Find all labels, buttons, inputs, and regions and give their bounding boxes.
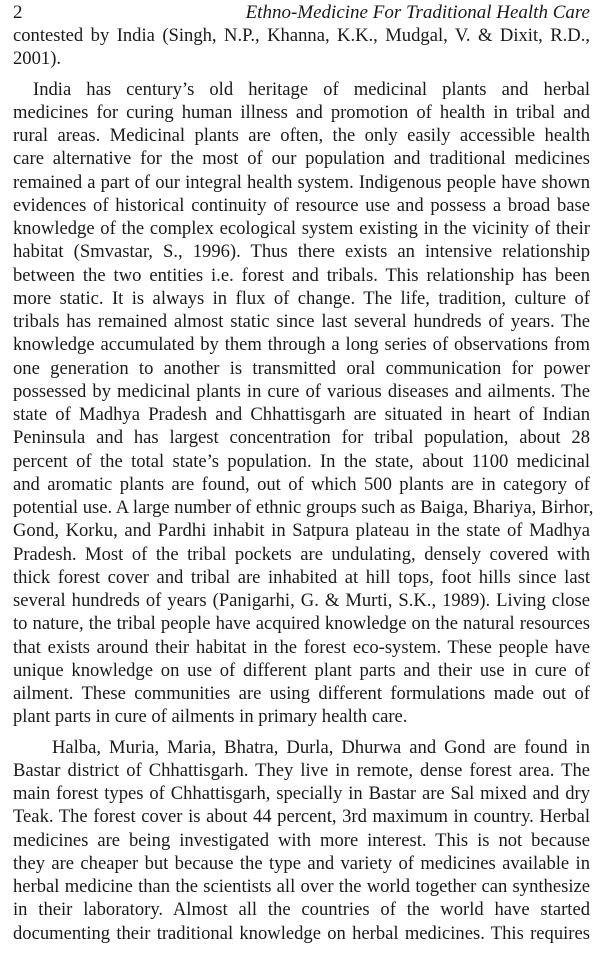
text-line: Teak. The forest cover is about 44 percent, 3rd maximum in country. Herbal (13, 806, 590, 828)
text-line: ailment. These communities are using different formulations made out of (13, 683, 590, 704)
text-line: to nature, the tribal people have acquired knowledge on the natural resources (13, 613, 590, 635)
page-body (13, 24, 594, 945)
text-line: several hundreds of years (Panigarhi, G. & Murti, S.K., 1989). Living close (13, 590, 590, 611)
text-line: main forest types of Chhattisgarh, specially in Bastar are Sal mixed and dry (13, 783, 590, 804)
text-line: plant parts in cure of ailments in primary health care. (13, 706, 408, 728)
text-line: one generation to another is transmitted oral communication for power (13, 357, 590, 379)
text-line: medicines are being investigated with more interest. This is not because (13, 829, 590, 851)
paragraph-2 (13, 78, 594, 729)
text-line: Pradesh. Most of the tribal pockets are undulating, densely covered with (13, 543, 590, 565)
text-line: care alternative for the most of our population and traditional medicines (13, 148, 590, 170)
text-line: Halba, Muria, Maria, Bhatra, Durla, Dhurwa and Gond are found in (52, 736, 590, 758)
text-line: tribals has remained almost static since last several hundreds of years. The (13, 311, 590, 332)
text-line: between the two entities i.e. forest and tribals. This relationship has been (13, 264, 590, 286)
paragraph-gap (13, 729, 590, 736)
text-line: 2001). (13, 48, 62, 70)
text-line: more static. It is always in flux of change. The life, tradition, culture of (13, 287, 590, 309)
text-line: habitat (Smvastar, S., 1996). Thus there exists an intensive relationship (13, 241, 590, 263)
text-line: thick forest cover and tribal are inhabited at hill tops, foot hills since last (13, 566, 590, 588)
text-line: possessed by medicinal plants in cure of various diseases and ailments. The (13, 380, 590, 402)
paragraph-gap (13, 71, 590, 78)
text-line: knowledge of the complex ecological system existing in the vicinity of their (13, 218, 590, 239)
text-line: evidences of historical continuity of resource use and possess a broad base (13, 194, 590, 216)
text-line: and aromatic plants are found, out of which 500 plants are in category of (13, 473, 590, 495)
text-line: rural areas. Medicinal plants are often, the only easily accessible health (13, 125, 590, 146)
text-line: remained a part of our integral health system. Indigenous people have shown (13, 171, 590, 193)
text-line: potential use. A large number of ethnic groups such as Baiga, Bhariya, Birhor, (13, 497, 594, 518)
paragraph-1 (13, 24, 590, 71)
text-line: Gond, Korku, and Pardhi inhabit in Satpura plateau in the state of Madhya (13, 520, 590, 542)
text-line: documenting their traditional knowledge on herbal medicines. This requires (13, 922, 590, 944)
text-line: that exists around their habitat in the forest eco-system. These people have (13, 636, 590, 658)
text-line: state of Madhya Pradesh and Chhattisgarh are situated in heart of Indian (13, 404, 590, 425)
running-title: Ethno-Medicine For Traditional Health Care (245, 2, 590, 23)
text-line: medicines for curing human illness and promotion of health in tribal and (13, 101, 590, 123)
text-line: percent of the total state’s population. In the state, about 1100 medicinal (13, 450, 590, 472)
text-line: unique knowledge on use of different plant parts and their use in cure of (13, 659, 590, 681)
page-header (13, 0, 590, 24)
text-line: Peninsula and has largest concentration for tribal population, about 28 (13, 427, 590, 449)
text-line: contested by India (Singh, N.P., Khanna, K.K., Mudgal, V. & Dixit, R.D., (13, 25, 590, 46)
text-line: knowledge accumulated by them through a long series of observations from (13, 334, 590, 356)
text-line: they are cheaper but because the type and variety of medicines available in (13, 852, 590, 874)
text-line: herbal medicine than the scientists all over the world together can synthesize (13, 876, 590, 897)
text-line: in their laboratory. Almost all the countries of the world have started (13, 899, 590, 921)
text-line: India has century’s old heritage of medicinal plants and herbal (33, 78, 590, 100)
page-number: 2 (13, 2, 23, 23)
text-line: Bastar district of Chhattisgarh. They live in remote, dense forest area. The (13, 759, 590, 781)
paragraph-3 (13, 736, 590, 945)
